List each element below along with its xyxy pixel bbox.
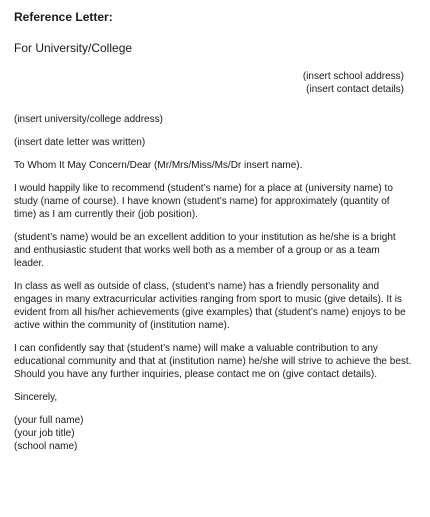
sender-address-block <box>303 70 404 96</box>
letter-subtitle: For University/College <box>14 41 133 55</box>
sender-contact-details: (insert contact details) <box>306 84 404 95</box>
body-paragraph-3: In class as well as outside of class, (student’s name) has a friendly personality and engages in many extracurricular activities ranging from sport to music (give details). It is evident from all his/her achievements (give examples) that (student’s name) enjoys to be active within the community of (institution name). <box>14 281 406 331</box>
letter-title: Reference Letter: <box>14 10 113 24</box>
body-paragraph-4: I can confidently say that (student’s name) will make a valuable contribution to any educational community and that at (institution name) he/she will strive to achieve the best. Should you have any further inquiries, please contact me on (give contact details). <box>14 343 412 380</box>
sender-school-address: (insert school address) <box>302 71 404 82</box>
recipient-address: (insert university/college address) <box>14 114 163 125</box>
body-paragraph-2: (student’s name) would be an excellent addition to your institution as he/she is a bright and enthusiastic student that works well both as a member of a group or as a team leader. <box>14 232 396 269</box>
salutation: To Whom It May Concern/Dear (Mr/Mrs/Miss/Ms/Dr insert name). <box>14 160 303 171</box>
signature-block <box>14 414 412 453</box>
letter-body <box>14 113 412 453</box>
closing: Sincerely, <box>14 392 58 403</box>
letter-date: (insert date letter was written) <box>14 137 146 148</box>
signature-school-name: (school name) <box>14 441 78 452</box>
signature-full-name: (your full name) <box>14 415 84 426</box>
body-paragraph-1: I would happily like to recommend (student’s name) for a place at (university name) to study (name of course). I have known (student’s name) for approximately (quantity of time) as I am currently their (job position). <box>14 183 393 220</box>
signature-job-title: (your job title) <box>14 428 75 439</box>
